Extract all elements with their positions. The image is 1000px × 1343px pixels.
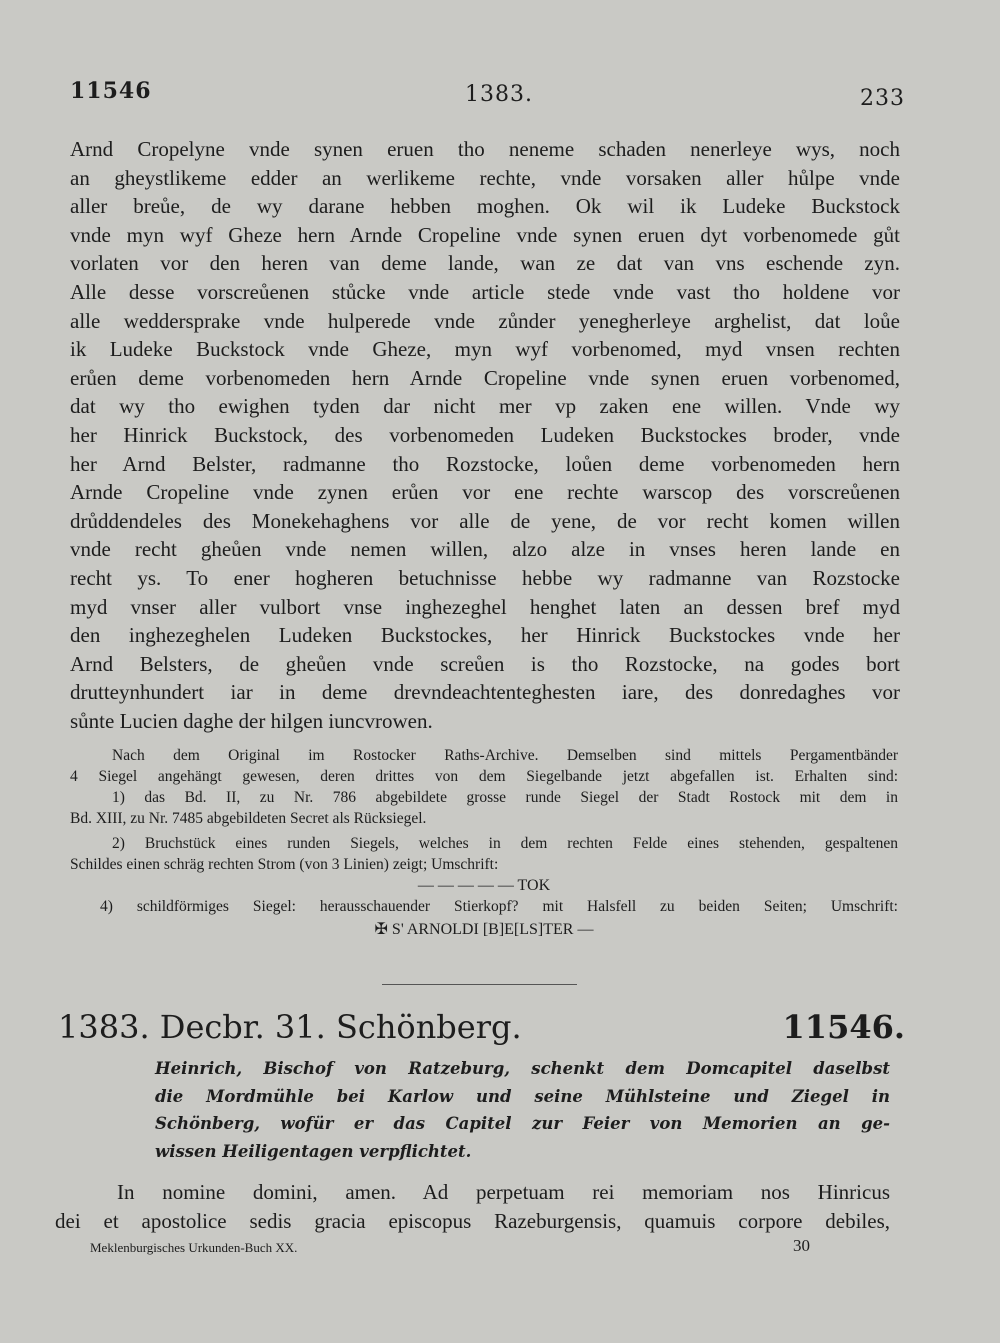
footer-book-title: Meklenburgisches Urkunden-Buch XX. xyxy=(90,1240,298,1255)
text-line: vnde myn wyf Gheze hern Arnde Cropeline vnde synen eruen dyt vorbenomede gůt xyxy=(70,222,900,247)
summary-line: Schönberg, wofür er das Capitel zur Feier von Memorien an ge- xyxy=(155,1114,890,1133)
text-line: myd vnser aller vulbort vnse inghezeghel henghet laten an dessen bref myd xyxy=(70,594,900,619)
text-line: her Arnd Belster, radmanne tho Rozstocke, loůen deme vorbenomeden hern xyxy=(70,451,900,476)
note-line: Schildes einen schräg rechten Strom (von 3 Linien) zeigt; Umschrift: xyxy=(70,856,499,873)
archival-notes xyxy=(70,745,898,940)
section-divider xyxy=(382,984,577,985)
text-line: drůddendeles des Monekehaghens vor alle de yene, de vor recht komen willen xyxy=(70,508,900,533)
page-footer xyxy=(90,1236,810,1256)
text-line: dei et apostolice sedis gracia episcopus Razeburgensis, quamuis corpore debiles, xyxy=(55,1209,890,1233)
note-line: Bd. XIII, zu Nr. 7485 abgebildeten Secret als Rücksiegel. xyxy=(70,810,427,827)
text-line: aller breůe, de wy darane hebben moghen. Ok wil ik Ludeke Buckstock xyxy=(70,194,900,219)
note-line: — — — — — TOK xyxy=(417,877,551,894)
text-line: erůen deme vorbenomeden hern Arnde Cropeline vnde synen eruen vorbenomed, xyxy=(70,365,900,390)
page-header xyxy=(70,78,905,112)
document-date-place: 1383. Decbr. 31. Schönberg. xyxy=(58,1008,522,1046)
note-line: 1) das Bd. II, zu Nr. 786 abgebildete grosse runde Siegel der Stadt Rostock mit dem in xyxy=(112,789,898,806)
text-line: drutteynhundert iar in deme drevndeachtenteghesten iare, des donredaghes vor xyxy=(70,680,900,705)
text-line: vnde recht gheůen vnde nemen willen, alzo alze in vnses heren lande en xyxy=(70,537,900,562)
text-line: alle weddersprake vnde hulperede vnde zůnder yenegherleye arghelist, dat loůe xyxy=(70,308,900,333)
footer-sheet-number: 30 xyxy=(793,1236,810,1255)
text-line: an gheystlikeme edder an werlikeme rechte, vnde vorsaken aller hůlpe vnde xyxy=(70,165,900,190)
text-line: Arnd Cropelyne vnde synen eruen tho neneme schaden nenerleye wys, noch xyxy=(70,137,900,161)
summary-line: Heinrich, Bischof von Ratzeburg, schenkt dem Domcapitel daselbst xyxy=(155,1059,890,1078)
text-line: Arnd Belsters, de gheůen vnde screůen is tho Rozstocke, na godes bort xyxy=(70,651,900,676)
note-line: 2) Bruchstück eines runden Siegels, welches in dem rechten Felde eines stehenden, gespaltenen xyxy=(112,835,898,852)
document-number: 11546. xyxy=(782,1008,905,1046)
text-line: vorlaten vor den heren van deme lande, wan ze dat van vns eschende zyn. xyxy=(70,251,900,276)
header-page-number: 233 xyxy=(860,86,905,111)
text-line: recht ys. To ener hogheren betuchnisse hebbe wy radmanne van Rozstocke xyxy=(70,565,900,590)
text-line: In nomine domini, amen. Ad perpetuam rei memoriam nos Hinricus xyxy=(117,1180,890,1204)
document-text xyxy=(55,1178,890,1236)
header-doc-number: 11546 xyxy=(70,78,152,104)
text-line: Alle desse vorscreůenen stůcke vnde article stede vnde vast tho holdene vor xyxy=(70,279,900,304)
summary-line: die Mordmühle bei Karlow und seine Mühlsteine und Ziegel in xyxy=(155,1086,890,1106)
document-summary xyxy=(155,1055,890,1165)
header-year: 1383. xyxy=(465,82,533,107)
note-line: Nach dem Original im Rostocker Raths-Archive. Demselben sind mittels Pergamentbänder xyxy=(112,747,898,764)
text-line: her Hinrick Buckstock, des vorbenomeden Ludeken Buckstockes broder, vnde xyxy=(70,422,900,447)
text-line: Arnde Cropeline vnde zynen erůen vor ene rechte warscop des vorscreůenen xyxy=(70,480,900,505)
text-line: dat wy tho ewighen tyden dar nicht mer vp zaken ene willen. Vnde wy xyxy=(70,394,900,419)
note-line: 4 Siegel angehängt gewesen, deren drittes von dem Siegelbande jetzt abgefallen ist. Erhalten sind: xyxy=(70,768,898,785)
summary-line: wissen Heiligentagen verpflichtet. xyxy=(155,1141,472,1161)
text-line: sůnte Lucien daghe der hilgen iuncvrowen. xyxy=(70,708,433,733)
text-line: ik Ludeke Buckstock vnde Gheze, myn wyf vorbenomed, myd vnsen rechten xyxy=(70,337,900,362)
document-heading xyxy=(58,1008,905,1052)
text-line: den inghezeghelen Ludeken Buckstockes, her Hinrick Buckstockes vnde her xyxy=(70,623,900,648)
note-line: 4) schildförmiges Siegel: herausschauender Stierkopf? mit Halsfell zu beiden Seiten; Umschrift: xyxy=(100,898,898,915)
charter-text xyxy=(70,135,900,735)
seal-inscription: ✠ S' ARNOLDI [B]E[LS]TER — xyxy=(374,921,594,938)
